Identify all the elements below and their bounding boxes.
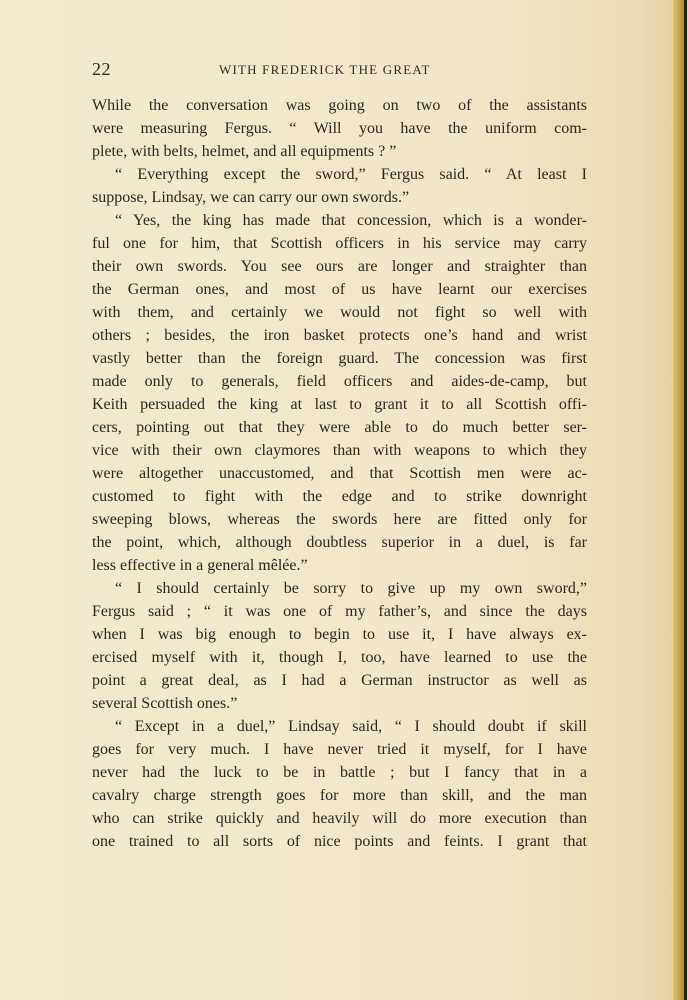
text-line: plete, with belts, helmet, and all equipments ? ”: [92, 143, 397, 160]
text-line: never had the luck to be in battle ; but I fancy that in a: [92, 764, 587, 781]
text-line: point a great deal, as I had a German instructor as well as: [92, 672, 587, 689]
page-header: [92, 59, 587, 81]
text-line: Keith persuaded the king at last to grant it to all Scottish offi-: [92, 396, 587, 413]
text-line: the point, which, although doubtless superior in a duel, is far: [92, 534, 587, 551]
text-line: several Scottish ones.”: [92, 695, 238, 712]
text-line: with them, and certainly we would not fight so well with: [92, 304, 587, 321]
text-line: made only to generals, field officers and aides-de-camp, but: [92, 373, 587, 390]
text-line: “ Except in a duel,” Lindsay said, “ I should doubt if skill: [115, 718, 587, 735]
text-line: the German ones, and most of us have learnt our exercises: [92, 281, 587, 298]
text-line: “ I should certainly be sorry to give up my own sword,”: [115, 580, 587, 597]
text-line: While the conversation was going on two of the assistants: [92, 97, 587, 114]
text-line: others ; besides, the iron basket protects one’s hand and wrist: [92, 327, 587, 344]
text-line: one trained to all sorts of nice points and feints. I grant that: [92, 833, 587, 850]
text-line: were altogether unaccustomed, and that Scottish men were ac-: [92, 465, 587, 482]
text-line: “ Yes, the king has made that concession, which is a wonder-: [115, 212, 587, 229]
text-line: their own swords. You see ours are longer and straighter than: [92, 258, 587, 275]
text-line: were measuring Fergus. “ Will you have the uniform com-: [92, 120, 587, 137]
text-line: cers, pointing out that they were able to do much better ser-: [92, 419, 587, 436]
text-line: less effective in a general mêlée.”: [92, 557, 308, 574]
text-line: suppose, Lindsay, we can carry our own swords.”: [92, 189, 410, 206]
page-number: 22: [92, 59, 111, 79]
running-title: WITH FREDERICK THE GREAT: [219, 62, 431, 77]
text-line: “ Everything except the sword,” Fergus said. “ At least I: [115, 166, 587, 183]
text-line: vastly better than the foreign guard. The concession was first: [92, 350, 587, 367]
body-text: [92, 94, 587, 853]
text-line: who can strike quickly and heavily will do more execution than: [92, 810, 587, 827]
text-line: cavalry charge strength goes for more than skill, and the man: [92, 787, 587, 804]
text-line: ful one for him, that Scottish officers in his service may carry: [92, 235, 587, 252]
text-line: ercised myself with it, though I, too, have learned to use the: [92, 649, 587, 666]
text-line: vice with their own claymores than with weapons to which they: [92, 442, 587, 459]
text-line: when I was big enough to begin to use it, I have always ex-: [92, 626, 587, 643]
text-line: customed to fight with the edge and to strike downright: [92, 488, 587, 505]
text-line: Fergus said ; “ it was one of my father’s, and since the days: [92, 603, 587, 620]
text-line: goes for very much. I have never tried it myself, for I have: [92, 741, 587, 758]
text-line: sweeping blows, whereas the swords here are fitted only for: [92, 511, 587, 528]
